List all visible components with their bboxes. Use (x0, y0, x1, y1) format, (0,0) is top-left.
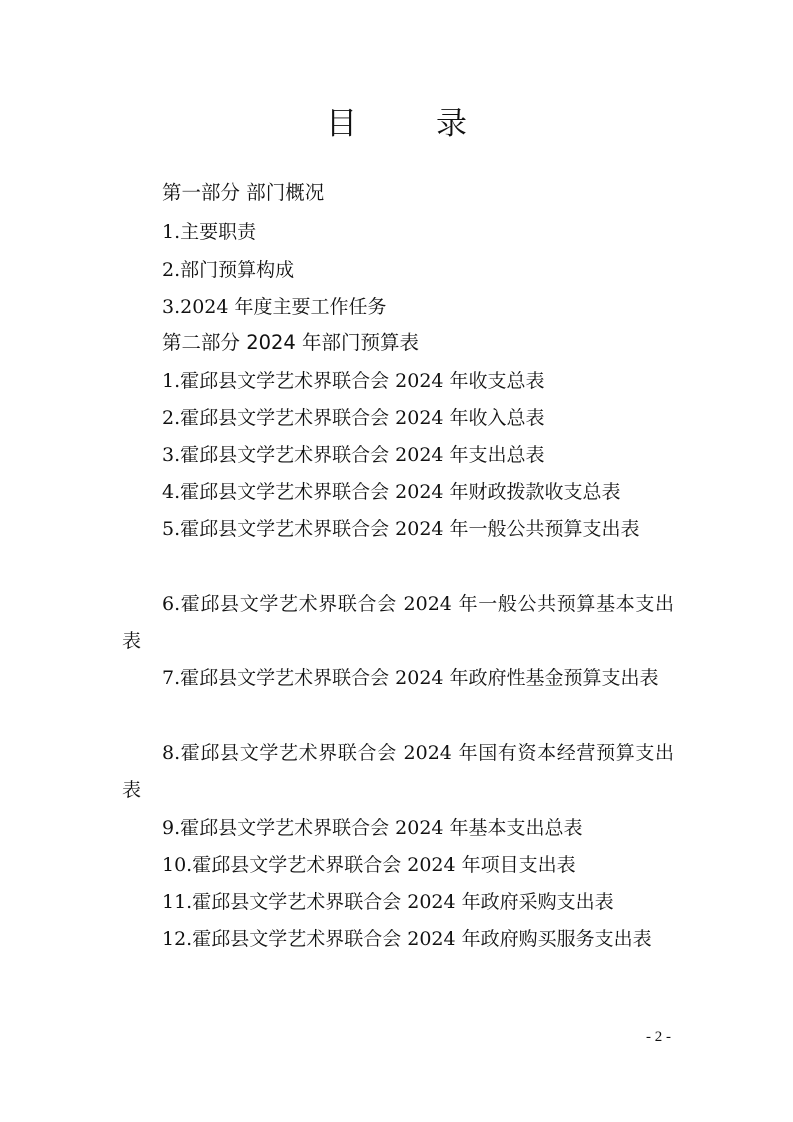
toc-item: 11.霍邱县文学艺术界联合会 2024 年政府采购支出表 (162, 891, 614, 913)
toc-item: 10.霍邱县文学艺术界联合会 2024 年项目支出表 (162, 854, 576, 876)
toc-item: 1.主要职责 (162, 221, 257, 243)
page-title: 目 录 (326, 106, 491, 142)
toc-item: 6.霍邱县文学艺术界联合会 2024 年一般公共预算基本支出表 (122, 593, 674, 652)
toc-item: 8.霍邱县文学艺术界联合会 2024 年国有资本经营预算支出表 (122, 742, 674, 801)
toc-item: 2.部门预算构成 (162, 259, 295, 281)
toc-item: 3.2024 年度主要工作任务 (162, 296, 387, 318)
toc-part2-heading: 第二部分 2024 年部门预算表 (162, 331, 420, 354)
toc-item: 3.霍邱县文学艺术界联合会 2024 年支出总表 (162, 444, 545, 466)
toc-item: 1.霍邱县文学艺术界联合会 2024 年收支总表 (162, 370, 545, 392)
toc-item: 4.霍邱县文学艺术界联合会 2024 年财政拨款收支总表 (162, 481, 621, 503)
toc-item: 5.霍邱县文学艺术界联合会 2024 年一般公共预算支出表 (162, 518, 640, 540)
toc-item: 7.霍邱县文学艺术界联合会 2024 年政府性基金预算支出表 (162, 667, 659, 689)
toc-part1-heading: 第一部分 部门概况 (162, 181, 325, 204)
page-number: - 2 - (646, 1029, 671, 1045)
toc-item: 2.霍邱县文学艺术界联合会 2024 年收入总表 (162, 407, 545, 429)
toc-item: 12.霍邱县文学艺术界联合会 2024 年政府购买服务支出表 (162, 928, 652, 950)
toc-item: 9.霍邱县文学艺术界联合会 2024 年基本支出总表 (162, 817, 583, 839)
